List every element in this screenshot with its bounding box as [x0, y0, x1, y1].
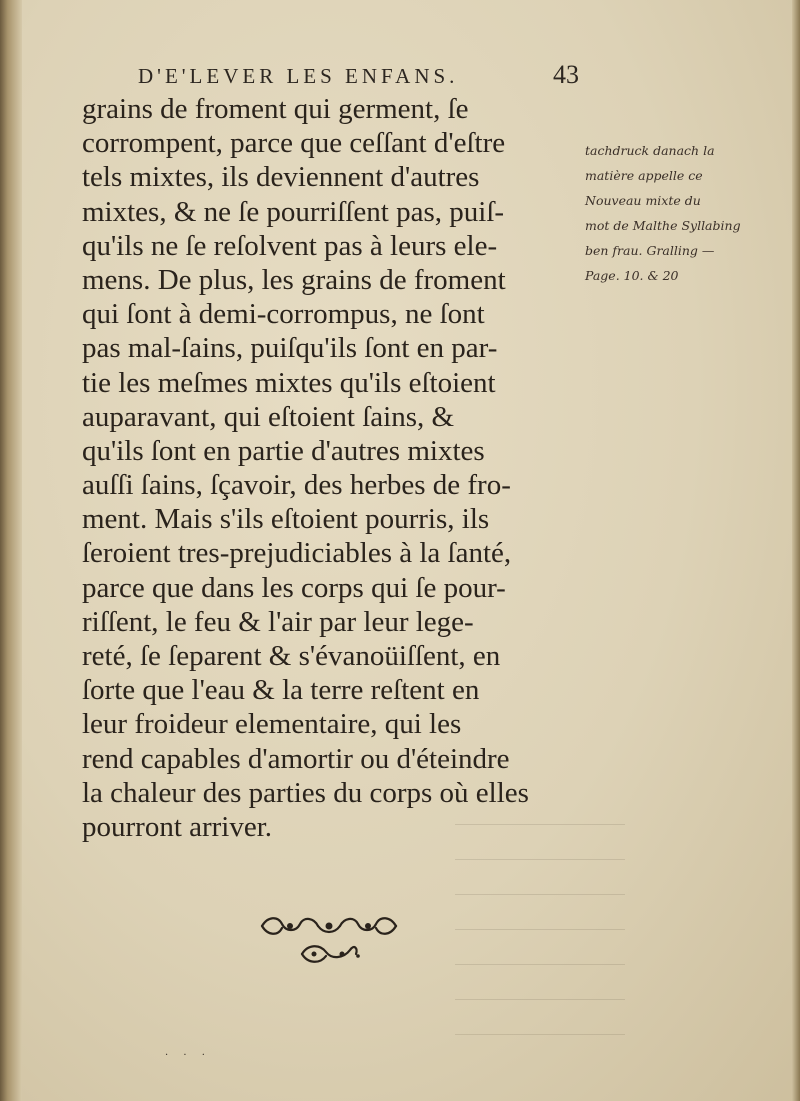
text-line: auparavant, qui eſtoient ſains, &: [82, 400, 455, 433]
show-through-text: [455, 790, 625, 1030]
printers-ornament-icon: [254, 912, 404, 972]
text-line: ment. Mais s'ils eſtoient pourris, ils: [82, 503, 490, 536]
text-line: leur froideur elementaire, qui les: [82, 708, 462, 741]
note-line: Page. 10. & 20: [585, 268, 679, 283]
text-line: tels mixtes, ils deviennent d'autres: [82, 161, 480, 194]
book-gutter: [0, 0, 22, 1101]
handwritten-margin-note: [585, 138, 795, 288]
note-line: Nouveau mixte du: [585, 193, 701, 208]
text-line: rend capables d'amortir ou d'éteindre: [82, 742, 510, 775]
text-line: ſeroient tres-prejudiciables à la ſanté,: [82, 537, 512, 570]
text-line: reté, ſe ſeparent & s'évanoüiſſent, en: [82, 640, 501, 672]
text-line: auſſi ſains, ſçavoir, des herbes de fro-: [82, 469, 511, 502]
note-line: mot de Malthe Syllabing: [585, 218, 741, 233]
text-line: grains de froment qui germent, ſe: [82, 93, 469, 125]
text-line: pas mal-ſains, puiſqu'ils ſont en par-: [82, 332, 498, 365]
text-line: la chaleur des parties du corps où elles: [82, 776, 529, 809]
page-number: 43: [553, 60, 579, 89]
note-line: matière appelle ce: [585, 168, 703, 183]
text-line: mixtes, & ne ſe pourriſſent pas, puiſ-: [82, 195, 505, 228]
text-line: tie les meſmes mixtes qu'ils eſtoient: [82, 366, 496, 399]
text-line: mens. De plus, les grains de froment: [82, 263, 506, 296]
text-line: pourront arriver.: [82, 810, 273, 843]
text-line: parce que dans les corps qui ſe pour-: [82, 571, 506, 604]
note-line: tachdruck danach la: [585, 143, 715, 158]
running-header: D'E'LEVER LES ENFANS.: [138, 64, 459, 88]
text-line: qu'ils ne ſe reſolvent pas à leurs ele-: [82, 229, 498, 262]
body-text: [82, 92, 602, 844]
text-line: ſorte que l'eau & la terre reſtent en: [82, 674, 480, 707]
note-line: ben frau. Gralling —: [585, 243, 715, 258]
text-line: corrompent, parce que ceſſant d'eſtre: [82, 127, 506, 160]
text-line: qu'ils ſont en partie d'autres mixtes: [82, 434, 485, 467]
text-line: riſſent, le feu & l'air par leur lege-: [82, 605, 474, 638]
text-line: qui ſont à demi-corrompus, ne ſont: [82, 298, 485, 331]
page-specks: · · ·: [165, 1050, 211, 1061]
